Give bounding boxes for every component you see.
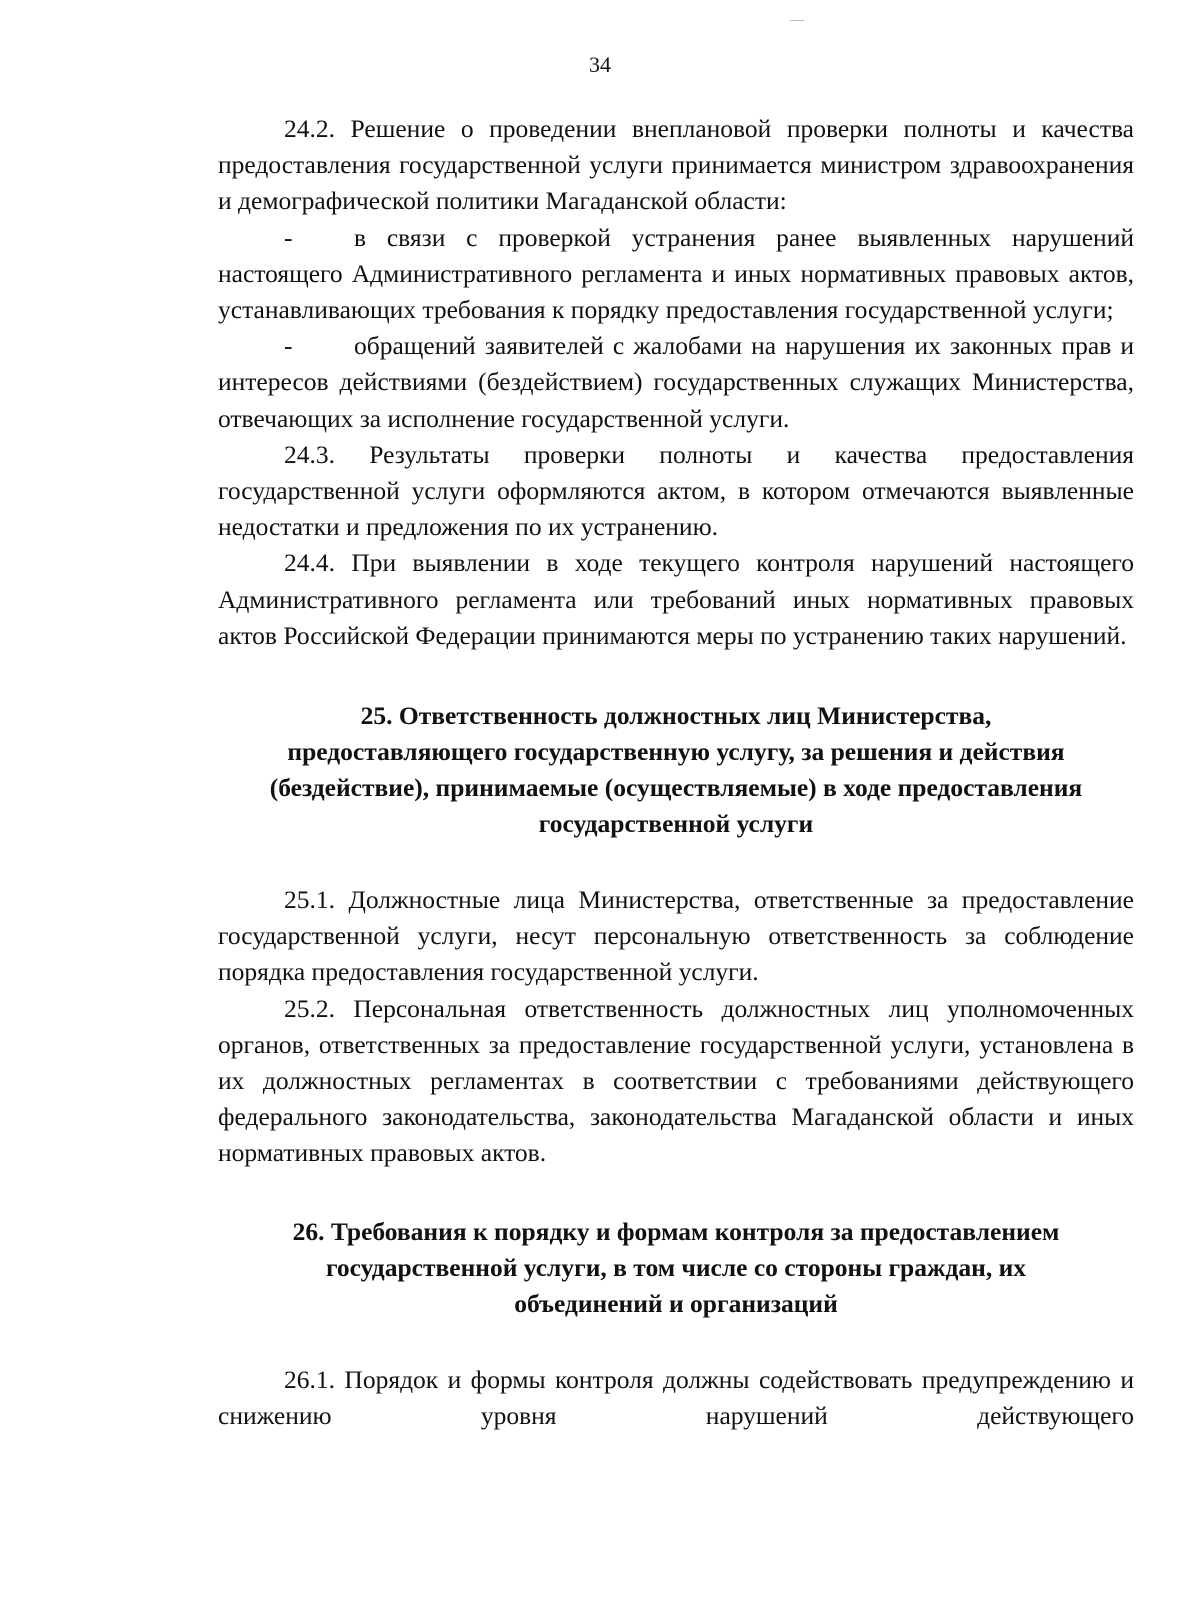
paragraph-26-1: 26.1. Порядок и формы контроля должны содействовать предупреждению и снижению уровня нарушений действующего bbox=[218, 1364, 1134, 1430]
heading-line: (бездействие), принимаемые (осуществляемые) в ходе предоставления bbox=[269, 773, 1083, 803]
dash-marker: - bbox=[284, 222, 293, 252]
paragraph-25-1: 25.1. Должностные лица Министерства, ответственные за предоставление государственной услуги, несут персональную ответственность за соблюдение порядка предоставления государственной услуги. bbox=[218, 885, 1134, 987]
section-26-heading bbox=[218, 1214, 1134, 1322]
page-number: 34 bbox=[589, 52, 611, 77]
dash-marker: - bbox=[284, 331, 293, 361]
list-item-2 bbox=[218, 328, 1134, 437]
list-item-text: обращений заявителей с жалобами на нарушения их законных прав и интересов действиями (бездействием) государственных служащих Министерства, отвечающих за исполнение государственной услуги. bbox=[218, 331, 1134, 433]
document-body bbox=[218, 111, 1134, 1434]
heading-line: 26. Требования к порядку и формам контроля за предоставлением bbox=[292, 1216, 1060, 1246]
list-item-text: в связи с проверкой устранения ранее выявленных нарушений настоящего Административного регламента и иных нормативных правовых актов, устанавливающих требования к порядку предоставления государственной услуги; bbox=[218, 222, 1134, 325]
heading-line: государственной услуги bbox=[538, 809, 814, 839]
scan-mark bbox=[790, 20, 804, 21]
paragraph-24-4: 24.4. При выявлении в ходе текущего контроля нарушений настоящего Административного регламента или требований иных нормативных правовых актов Российской Федерации принимаются меры по устранению таких нарушений. bbox=[218, 548, 1134, 650]
heading-line: государственной услуги, в том числе со стороны граждан, их bbox=[325, 1252, 1027, 1282]
heading-line: предоставляющего государственную услугу, за решения и действия bbox=[287, 737, 1065, 767]
paragraph-24-2: 24.2. Решение о проведении внеплановой проверки полноты и качества предоставления государственной услуги принимается министром здравоохранения и демографической политики Магаданской области: bbox=[218, 114, 1134, 216]
section-25-heading bbox=[218, 698, 1134, 842]
heading-line: 25. Ответственность должностных лиц Министерства, bbox=[360, 701, 992, 731]
heading-line: объединений и организаций bbox=[514, 1288, 838, 1318]
paragraph-25-2: 25.2. Персональная ответственность должностных лиц уполномоченных органов, ответственных за предоставление государственной услуги, установлена в их должностных регламентах в соответствии с требованиями действующего федерального законодательства, законодательства Магаданской области и иных нормативных правовых актов. bbox=[218, 993, 1134, 1168]
paragraph-24-3: 24.3. Результаты проверки полноты и качества предоставления государственной услуги оформляются актом, в котором отмечаются выявленные недостатки и предложения по их устранению. bbox=[218, 439, 1134, 542]
list-item-1 bbox=[218, 220, 1134, 329]
